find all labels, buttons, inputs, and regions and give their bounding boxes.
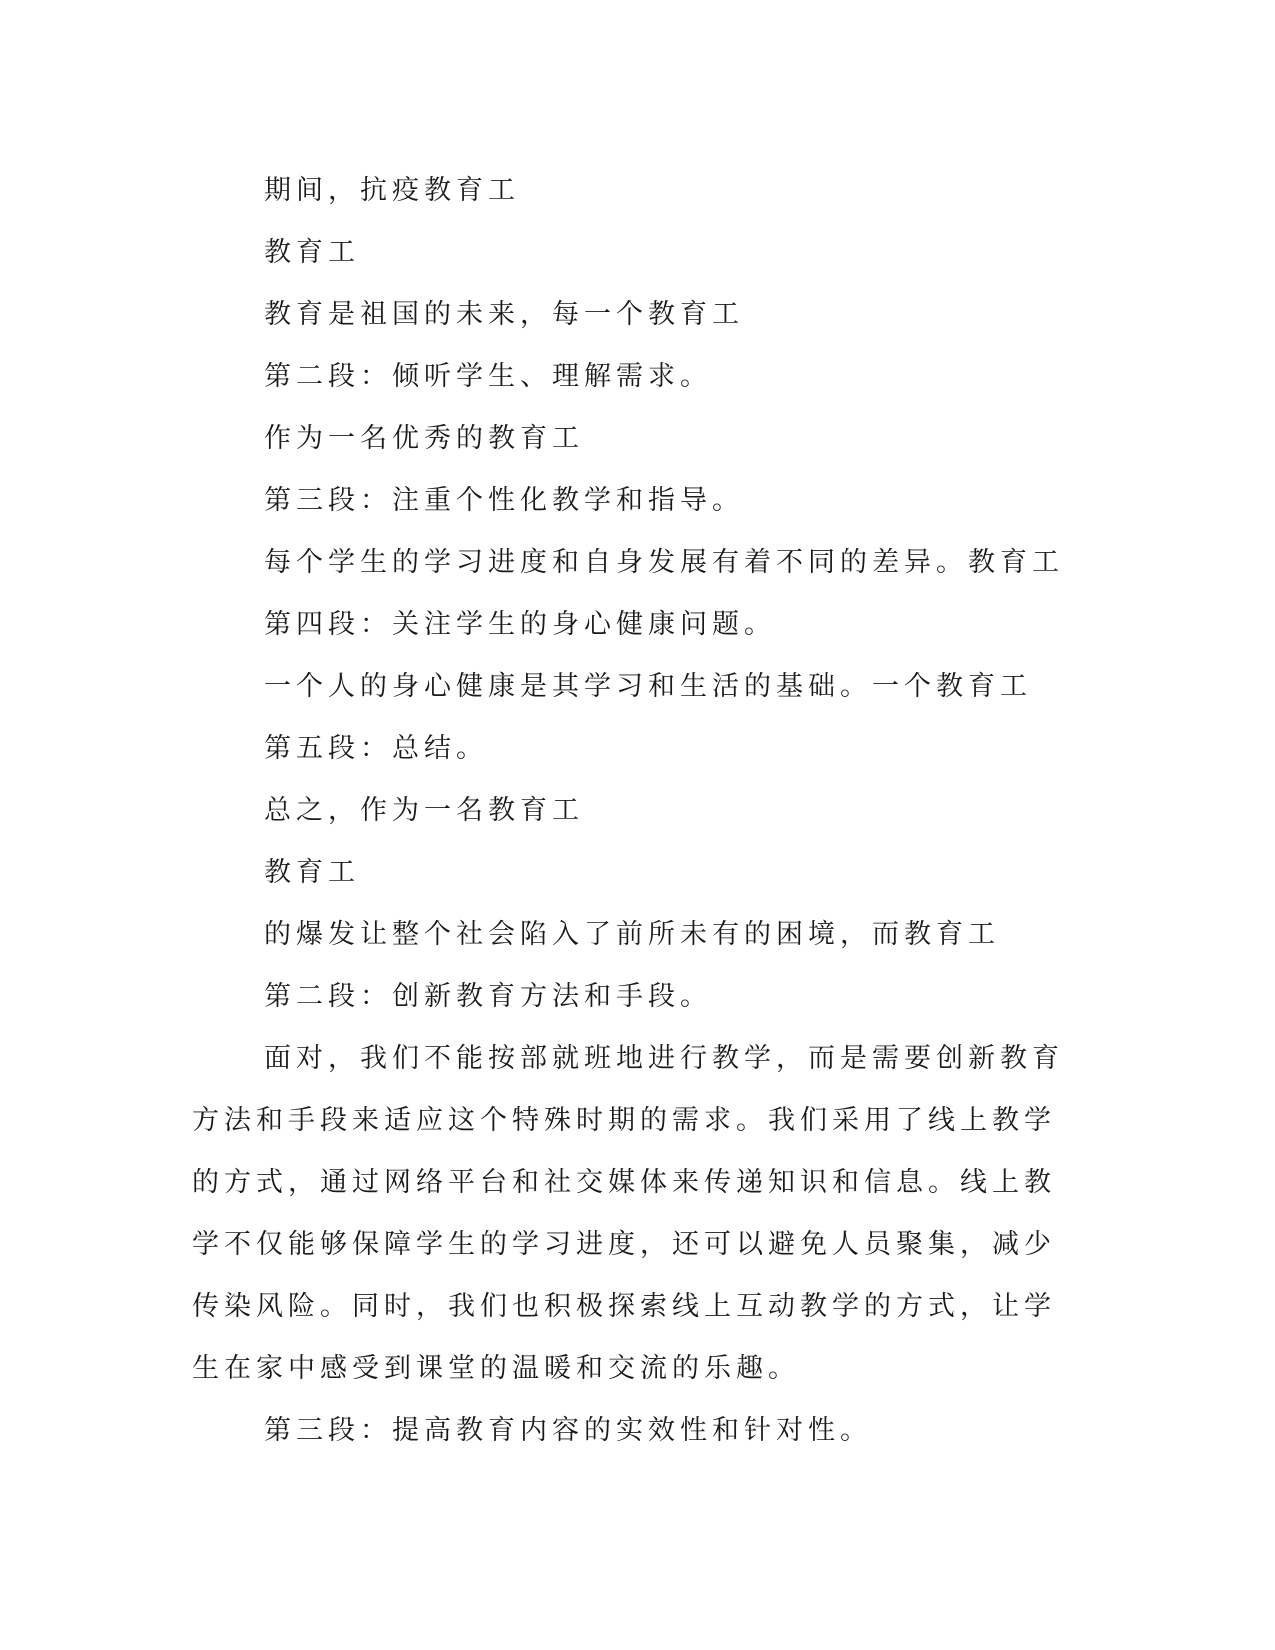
section-heading: 第二段：倾听学生、理解需求。 [264,361,712,392]
text-line: 教育工 [264,857,360,888]
text-line: 教育是祖国的未来，每一个教育工 [264,299,744,330]
text-line: 的爆发让整个社会陷入了前所未有的困境，而教育工 [264,919,1000,950]
section-heading: 第三段：注重个性化教学和指导。 [264,485,744,516]
text-line: 作为一名优秀的教育工 [264,423,584,454]
section-heading: 第三段：提高教育内容的实效性和针对性。 [264,1415,872,1446]
text-line: 期间，抗疫教育工 [264,175,520,206]
section-heading: 第四段：关注学生的身心健康问题。 [264,609,776,640]
text-line: 教育工 [264,237,360,268]
body-paragraph: 面对，我们不能按部就班地进行教学，而是需要创新教育方法和手段来适应这个特殊时期的需求。我们采用了线上教学的方式，通过网络平台和社交媒体来传递知识和信息。线上教学不仅能够保障学生的学习进度，还可以避免人员聚集，减少传染风险。同时，我们也积极探索线上互动教学的方式，让学生在家中感受到课堂的温暖和交流的乐趣。 [192,1043,1064,1384]
section-heading: 第五段：总结。 [264,733,488,764]
document-body [192,160,1092,1462]
text-line: 总之，作为一名教育工 [264,795,584,826]
text-line: 一个人的身心健康是其学习和生活的基础。一个教育工 [264,671,1032,702]
section-heading: 第二段：创新教育方法和手段。 [264,981,712,1012]
text-line: 每个学生的学习进度和自身发展有着不同的差异。教育工 [264,547,1064,578]
